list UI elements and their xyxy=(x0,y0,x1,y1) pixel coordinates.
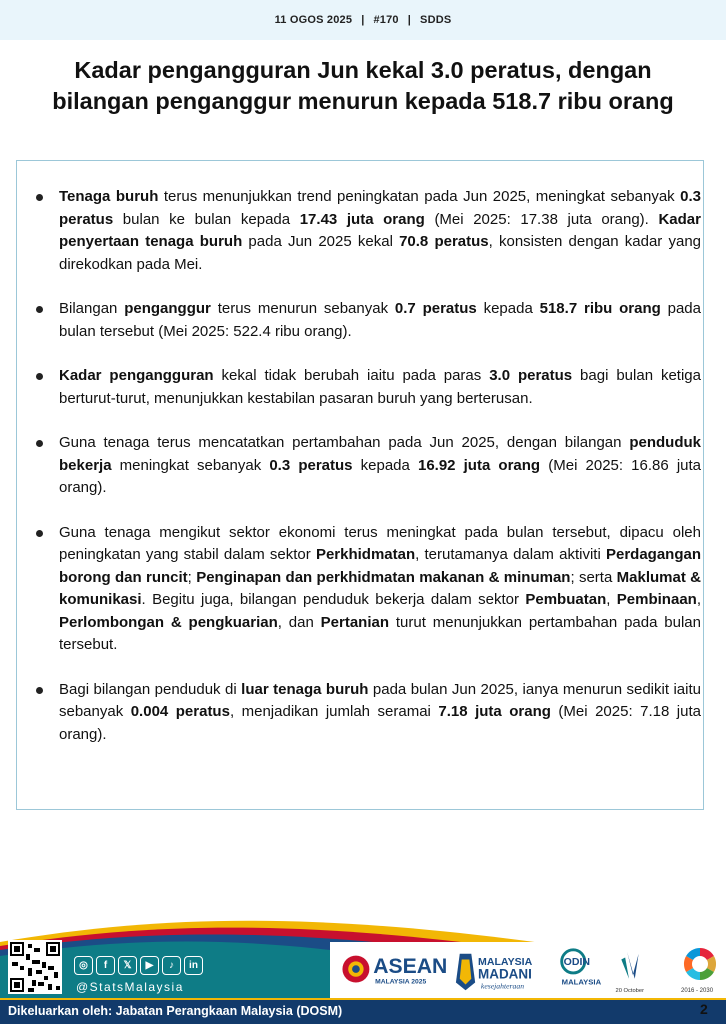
instagram-icon[interactable]: ◎ xyxy=(74,956,93,975)
asean-logo-sub: MALAYSIA 2025 xyxy=(375,978,427,986)
body-text: pada bulan Jun 2025, ianya menurun sedikit iaitu sebanyak xyxy=(59,680,701,720)
sdg-logo xyxy=(678,944,722,996)
malaysia-madani-logo xyxy=(456,954,533,991)
body-text: (Mei 2025: 17.38 juta orang). xyxy=(424,210,659,228)
highlight-text: penganggur xyxy=(124,300,211,317)
key-point-item xyxy=(36,298,701,343)
release-issue: #170 xyxy=(373,14,399,26)
separator: | xyxy=(407,14,412,26)
highlight-text: Kadar penyertaan tenaga buruh xyxy=(59,210,701,250)
highlight-text: 0.7 peratus xyxy=(394,300,477,317)
highlight-text: Tenaga buruh xyxy=(59,188,159,205)
highlight-text: Penginapan dan perkhidmatan makanan & minuman xyxy=(196,568,571,586)
body-text: kepada xyxy=(352,456,418,474)
bullet-icon xyxy=(36,530,43,537)
body-text: , xyxy=(696,591,701,608)
highlight-text: Pembinaan xyxy=(616,591,697,608)
body-text: , konsisten dengan kadar yang direkodkan pada Mei. xyxy=(59,233,702,273)
bullet-icon xyxy=(36,306,43,313)
page-title: Kadar pengangguran Jun kekal 3.0 peratus, dengan bilangan penganggur menurun kepada 518.7 ribu orang xyxy=(52,57,674,114)
highlight-text: 3.0 peratus xyxy=(489,367,573,384)
world-statistics-day-logo xyxy=(616,952,645,994)
body-text: ; xyxy=(187,568,197,586)
highlight-text: 518.7 ribu orang xyxy=(539,300,661,317)
highlight-text: 7.18 juta orang xyxy=(438,703,551,720)
key-points-list xyxy=(36,186,701,768)
highlight-text: 70.8 peratus xyxy=(399,233,489,250)
key-point-item xyxy=(36,432,701,500)
highlight-text: luar tenaga buruh xyxy=(241,680,369,698)
highlight-text: penduduk bekerja xyxy=(59,434,701,474)
key-point-item xyxy=(36,186,701,276)
highlight-text: Perlombongan & pengkuarian xyxy=(59,613,278,631)
odin-logo-title: ODIN xyxy=(563,956,591,969)
body-text: Guna tenaga mengikut sektor ekonomi terus meningkat pada bulan tersebut, dipacu oleh peningkatan yang stabil dalam sektor xyxy=(59,523,701,563)
partner-logos xyxy=(334,946,674,996)
release-unit: SDDS xyxy=(420,14,452,26)
body-text: terus menunjukkan trend peningkatan pada Jun 2025, meningkat sebanyak xyxy=(158,188,681,205)
highlight-text: Pembuatan xyxy=(525,591,607,608)
odin-logo-sub: MALAYSIA xyxy=(561,977,602,987)
body-text: turut menunjukkan pertambahan pada bulan tersebut. xyxy=(59,613,701,653)
highlight-text: 0.3 peratus xyxy=(59,188,701,228)
key-point-item xyxy=(36,679,701,747)
asean-malaysia-2025-logo xyxy=(342,955,447,986)
tiktok-icon[interactable]: ♪ xyxy=(162,956,181,975)
bullet-icon xyxy=(36,194,43,201)
highlight-text: 0.3 peratus xyxy=(269,456,353,474)
bullet-icon xyxy=(36,687,43,694)
key-point-item xyxy=(36,522,701,657)
body-text: Bagi bilangan penduduk di xyxy=(59,680,242,698)
body-text: bulan ke bulan kepada xyxy=(113,210,300,228)
release-info-bar xyxy=(0,0,726,40)
separator: | xyxy=(361,14,365,26)
highlight-text: 0.004 peratus xyxy=(130,703,230,720)
highlight-text: Maklumat & komunikasi xyxy=(59,568,702,608)
body-text: , menjadikan jumlah seramai xyxy=(229,703,439,720)
highlight-text: Perkhidmatan xyxy=(315,546,416,563)
madani-logo-tag: kesejahteraan xyxy=(480,981,525,991)
body-text: , dan xyxy=(277,613,321,631)
highlight-text: 17.43 juta orang xyxy=(299,210,425,228)
asean-logo-title: ASEAN xyxy=(373,954,448,978)
key-point-item xyxy=(36,365,701,410)
highlight-text: Kadar pengangguran xyxy=(59,367,214,384)
body-text: , xyxy=(606,591,617,608)
social-handle[interactable]: @StatsMalaysia xyxy=(76,980,184,994)
body-text: ; serta xyxy=(570,568,617,586)
highlight-text: Perdagangan borong dan runcit xyxy=(59,546,702,586)
linkedin-icon[interactable]: in xyxy=(184,956,203,975)
bullet-icon xyxy=(36,440,43,447)
body-text: pada Jun 2025 kekal xyxy=(242,233,400,250)
body-text: Bilangan xyxy=(59,300,125,317)
social-media-icons xyxy=(74,956,203,975)
body-text: kepada xyxy=(476,300,540,317)
highlight-text: 16.92 juta orang xyxy=(417,456,541,474)
bullet-icon xyxy=(36,373,43,380)
madani-logo-title: MALAYSIA xyxy=(478,956,533,969)
odin-logo xyxy=(562,950,602,987)
body-text: kekal tidak berubah iaitu pada paras xyxy=(213,367,490,384)
page-number: 2 xyxy=(700,1001,708,1017)
madani-logo-sub: MADANI xyxy=(478,966,532,982)
sdg-logo-years: 2016 - 2030 xyxy=(681,988,714,994)
body-text: (Mei 2025: 16.86 juta orang). xyxy=(59,456,702,496)
facebook-icon[interactable]: f xyxy=(96,956,115,975)
body-text: bagi bulan ketiga berturut-turut, menunjukkan kestabilan pasaran buruh yang berterusan. xyxy=(59,367,701,407)
issued-by-text: Dikeluarkan oleh: Jabatan Perangkaan Malaysia (DOSM) xyxy=(8,1004,343,1018)
body-text: , terutamanya dalam aktiviti xyxy=(415,546,606,563)
highlight-text: Pertanian xyxy=(320,613,390,631)
wsd-logo-date: 20 October xyxy=(615,988,644,995)
body-text: Guna tenaga terus mencatatkan pertambahan pada Jun 2025, dengan bilangan xyxy=(59,434,630,451)
body-text: terus menurun sebanyak xyxy=(210,300,395,317)
body-text: (Mei 2025: 7.18 juta orang). xyxy=(59,703,701,743)
body-text: . Begitu juga, bilangan penduduk bekerja dalam sektor xyxy=(141,591,526,608)
body-text: pada bulan tersebut (Mei 2025: 522.4 ribu orang). xyxy=(59,300,701,340)
qr-code[interactable] xyxy=(8,940,62,994)
youtube-icon[interactable]: ▶ xyxy=(140,956,159,975)
x-icon[interactable]: 𝕏 xyxy=(118,956,137,975)
body-text: meningkat sebanyak xyxy=(111,456,270,474)
release-date: 11 OGOS 2025 xyxy=(274,14,353,26)
